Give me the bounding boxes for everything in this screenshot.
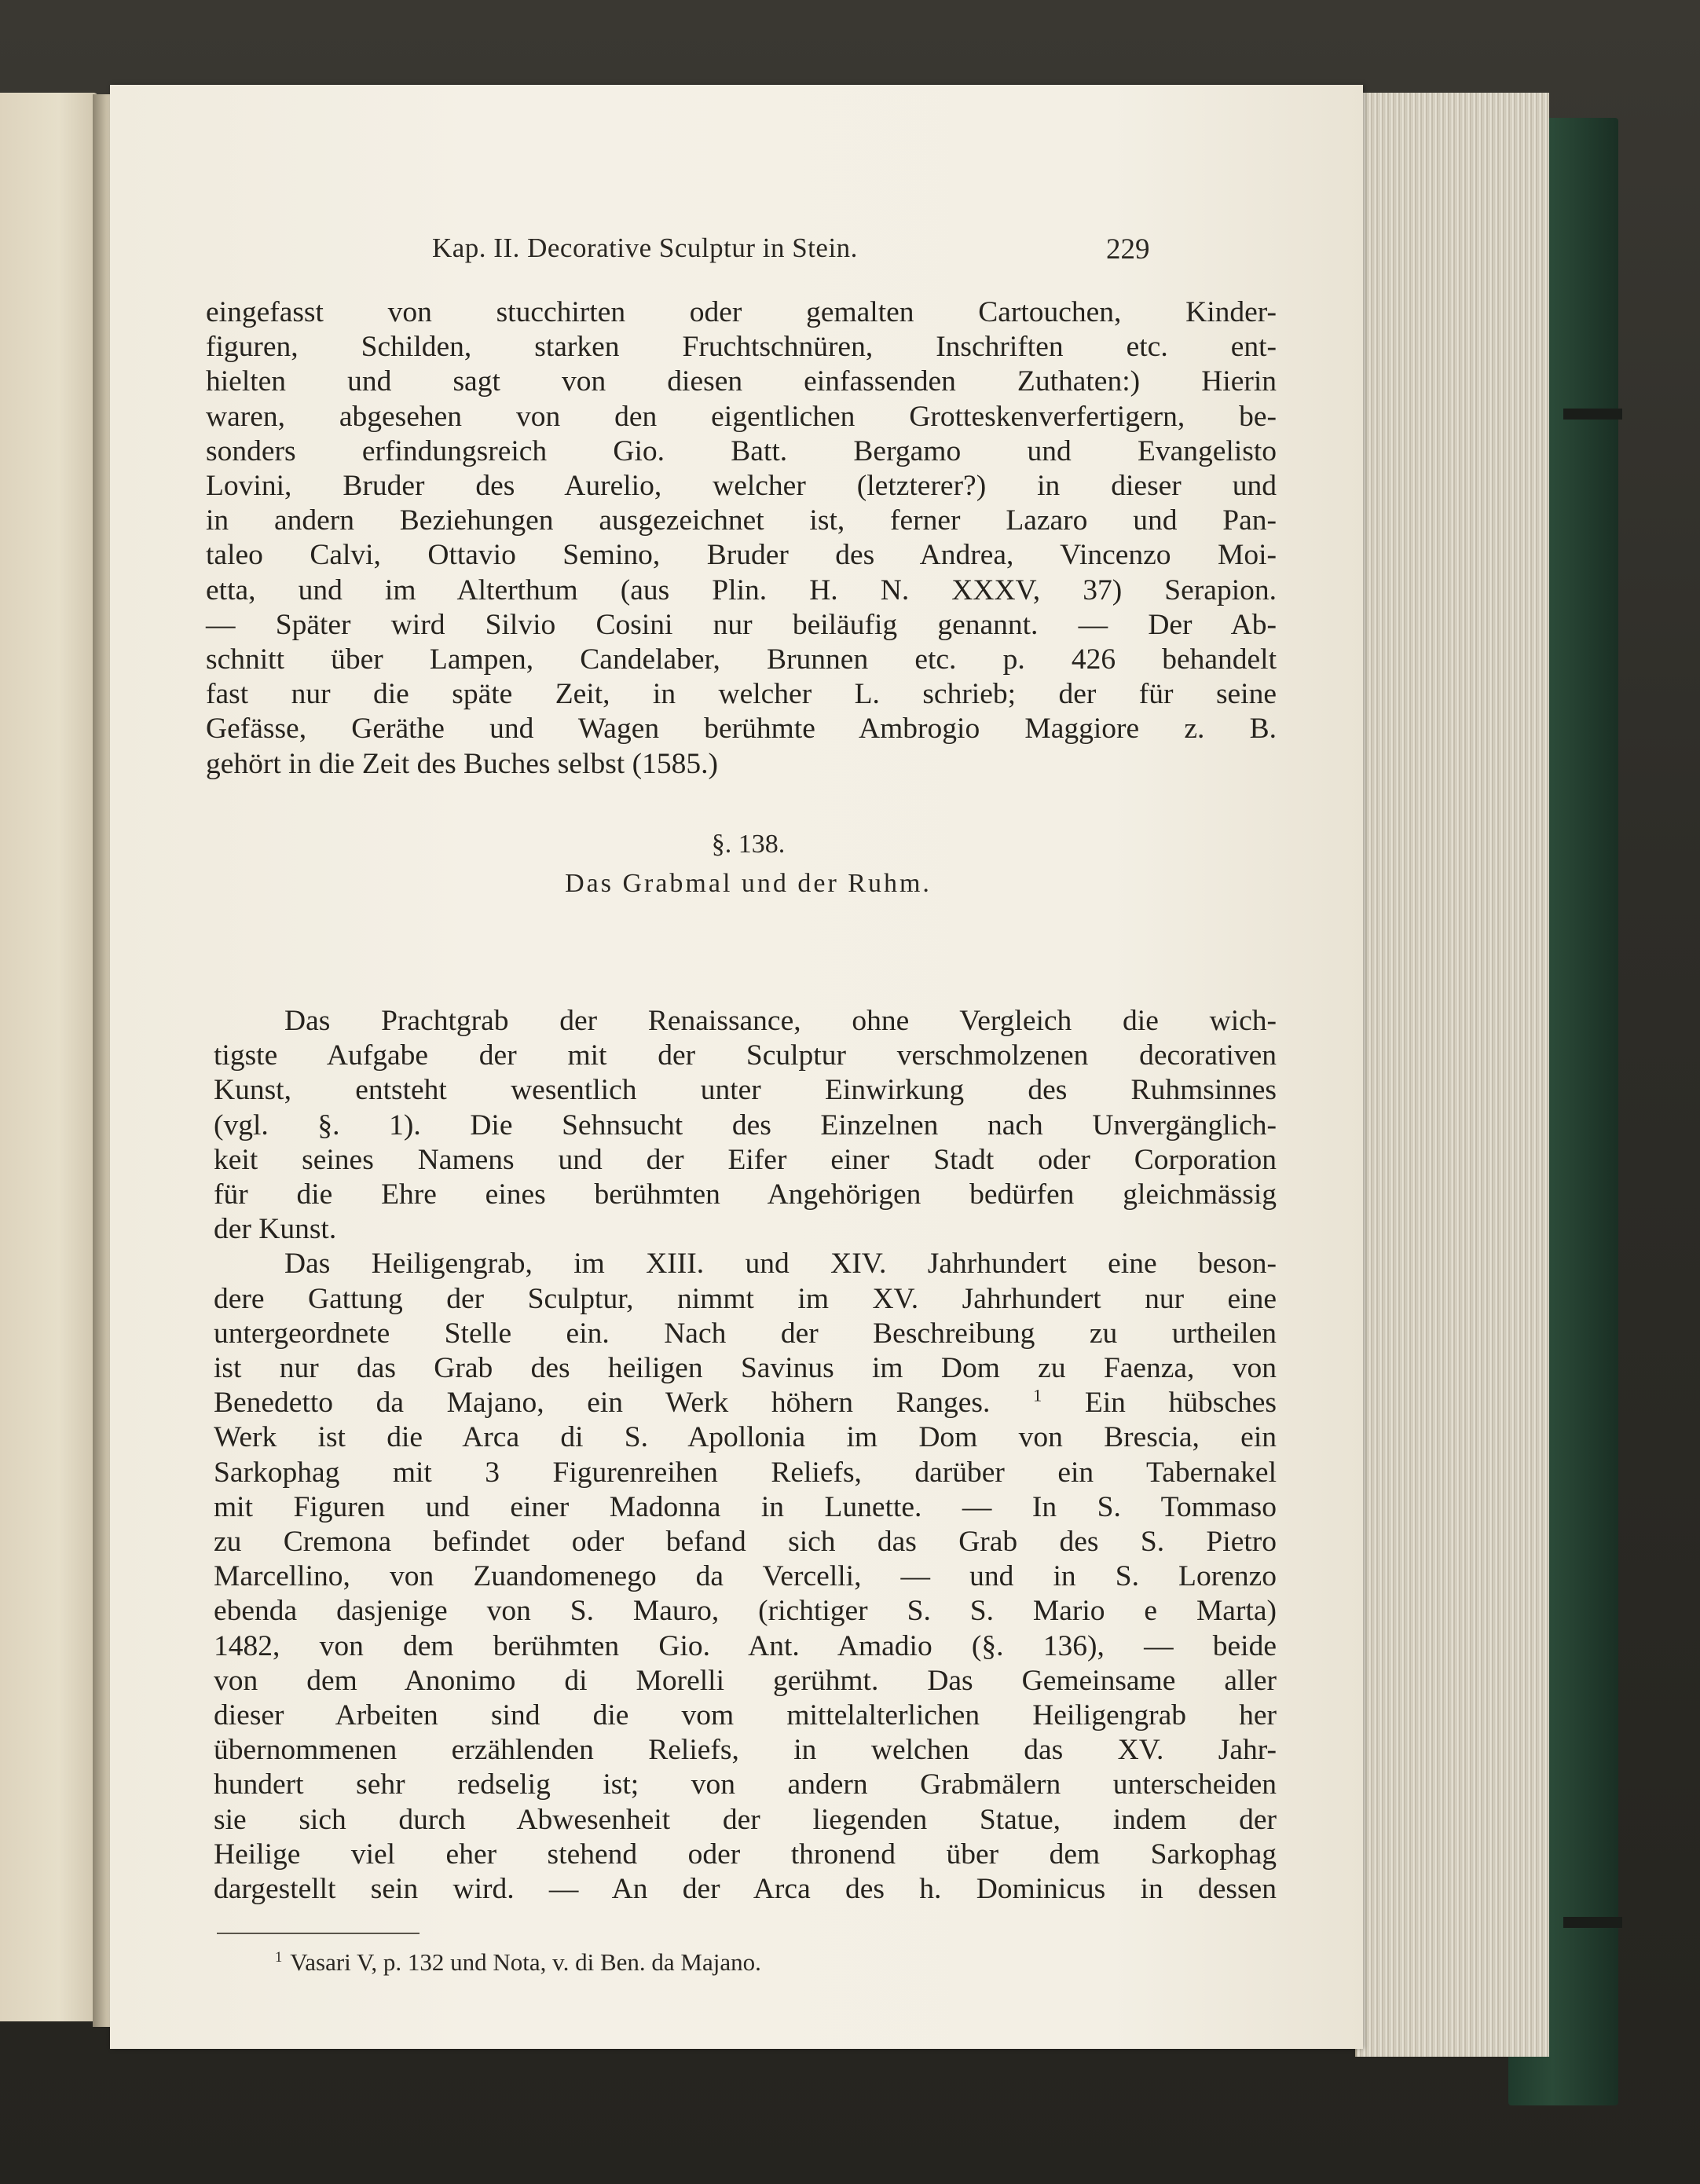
facing-page-edge — [0, 93, 98, 2021]
text-line: untergeordnete Stelle ein. Nach der Beschreibung zu urtheilen — [214, 1317, 1277, 1350]
text-line: Kunst, entsteht wesentlich unter Einwirkung des Ruhmsinnes — [214, 1074, 1277, 1107]
text-line: schnitt über Lampen, Candelaber, Brunnen etc. p. 426 behandelt — [206, 643, 1277, 676]
text-line: dere Gattung der Sculptur, nimmt im XV. Jahrhundert nur eine — [214, 1282, 1277, 1315]
page-number: 229 — [1106, 233, 1150, 266]
text-line: dieser Arbeiten sind die vom mittelalterlichen Heiligengrab her — [214, 1699, 1277, 1732]
cover-band — [1563, 1917, 1622, 1928]
text-line: hielten und sagt von diesen einfassenden Zuthaten:) Hierin — [206, 365, 1277, 398]
section-number: §. 138. — [711, 830, 786, 859]
text-line: sonders erfindungsreich Gio. Batt. Bergamo und Evangelisto — [206, 434, 1277, 467]
text-line: Werk ist die Arca di S. Apollonia im Dom von Brescia, ein — [214, 1421, 1277, 1454]
text-line: ebenda dasjenige von S. Mauro, (richtiger S. S. Mario e Marta) — [214, 1595, 1277, 1628]
cover-band — [1563, 409, 1622, 420]
text-line: Das Heiligengrab, im XIII. und XIV. Jahrhundert eine beson- — [284, 1248, 1277, 1281]
text-line: keit seines Namens und der Eifer einer Stadt oder Corporation — [214, 1143, 1277, 1176]
section-title: Das Grabmal und der Ruhm. — [565, 869, 932, 898]
text-line: Gefässe, Geräthe und Wagen berühmte Ambrogio Maggiore z. B. — [206, 713, 1277, 746]
text-line: tigste Aufgabe der mit der Sculptur verschmolzenen decorativen — [214, 1039, 1277, 1072]
text-line: — Später wird Silvio Cosini nur beiläufig genannt. — Der Ab- — [206, 608, 1277, 641]
text-line: zu Cremona befindet oder befand sich das Grab des S. Pietro — [214, 1526, 1277, 1559]
text-line: gehört in die Zeit des Buches selbst (1585.) — [206, 747, 718, 780]
paragraph-continued — [206, 295, 1277, 782]
text-line: mit Figuren und einer Madonna in Lunette. — In S. Tommaso — [214, 1490, 1277, 1523]
text-line: hundert sehr redselig ist; von andern Grabmälern unterscheiden — [214, 1768, 1277, 1801]
running-title: Kap. II. Decorative Sculptur in Stein. — [432, 233, 858, 263]
text-line-with-footnote — [214, 1386, 1277, 1420]
book-page — [110, 85, 1363, 2049]
text-line: Marcellino, von Zuandomenego da Vercelli, — und in S. Lorenzo — [214, 1560, 1277, 1593]
text-line: Sarkophag mit 3 Figurenreihen Reliefs, darüber ein Tabernakel — [214, 1456, 1277, 1489]
text-line: waren, abgesehen von den eigentlichen Grotteskenverfertigern, be- — [206, 400, 1277, 433]
text-line: taleo Calvi, Ottavio Semino, Bruder des Andrea, Vincenzo Moi- — [206, 539, 1277, 572]
footnote-divider — [217, 1933, 420, 1934]
text-line: sie sich durch Abwesenheit der liegenden Statue, indem der — [214, 1803, 1277, 1836]
text-line: eingefasst von stucchirten oder gemalten Cartouchen, Kinder- — [206, 296, 1277, 328]
footnote-marker: 1 — [1032, 1385, 1042, 1405]
text-line: der Kunst. — [214, 1213, 337, 1246]
text-line: Das Prachtgrab der Renaissance, ohne Vergleich die wich- — [284, 1005, 1277, 1037]
page-block-edges — [1355, 93, 1549, 2057]
text-line: 1482, von dem berühmten Gio. Ant. Amadio (§. 136), — beide — [214, 1629, 1277, 1662]
text-line: Heilige viel eher stehend oder thronend über dem Sarkophag — [214, 1838, 1277, 1871]
paragraph-body — [214, 1004, 1277, 1907]
text-line: von dem Anonimo di Morelli gerühmt. Das Gemeinsame aller — [214, 1664, 1277, 1697]
text-line: in andern Beziehungen ausgezeichnet ist, ferner Lazaro und Pan- — [206, 504, 1277, 537]
text-line: etta, und im Alterthum (aus Plin. H. N. XXXV, 37) Serapion. — [206, 573, 1277, 606]
text-line: figuren, Schilden, starken Fruchtschnüren, Inschriften etc. ent- — [206, 331, 1277, 364]
text-line: Lovini, Bruder des Aurelio, welcher (letzterer?) in dieser und — [206, 470, 1277, 503]
text-line: dargestellt sein wird. — An der Arca des h. Dominicus in dessen — [214, 1873, 1277, 1906]
text-line: fast nur die späte Zeit, in welcher L. schrieb; der für seine — [206, 678, 1277, 711]
footnote-number: 1 — [275, 1948, 283, 1966]
footnote — [275, 1948, 761, 1977]
text-line: für die Ehre eines berühmten Angehörigen bedürfen gleichmässig — [214, 1178, 1277, 1211]
text-line: (vgl. §. 1). Die Sehnsucht des Einzelnen nach Unvergänglich- — [214, 1108, 1277, 1141]
text-segment: Benedetto da Majano, ein Werk höhern Ranges. — [214, 1387, 991, 1420]
text-line: übernommenen erzählenden Reliefs, in welchen das XV. Jahr- — [214, 1734, 1277, 1767]
text-segment: Ein hübsches — [1084, 1387, 1277, 1420]
footnote-text: Vasari V, p. 132 und Nota, v. di Ben. da Majano. — [290, 1948, 761, 1976]
text-line: ist nur das Grab des heiligen Savinus im Dom zu Faenza, von — [214, 1352, 1277, 1385]
running-header — [110, 233, 1363, 267]
